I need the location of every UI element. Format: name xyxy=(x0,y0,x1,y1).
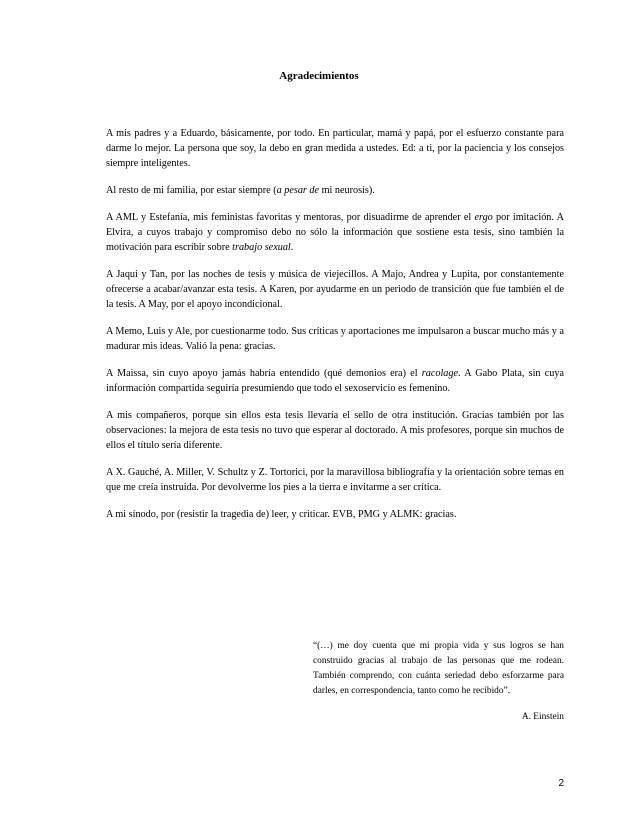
text-run: A AML y Estefanía, mis feministas favoritas y mentoras, por disuadirme de aprender el xyxy=(106,212,475,223)
italic-run: racolage xyxy=(421,368,458,379)
paragraph-mentors xyxy=(106,210,564,255)
acknowledgements-body xyxy=(106,126,564,534)
text-run: Al resto de mi familia, por estar siempre ( xyxy=(106,185,277,196)
epigraph-author: A. Einstein xyxy=(521,712,564,722)
paragraph-maissa xyxy=(106,366,564,396)
paragraph-parents: A mis padres y a Eduardo, básicamente, por todo. En particular, mamá y papá, por el esfuerzo constante para darme lo mejor. La persona que soy, la debo en gran medida a ustedes. Ed: a ti, por la paciencia y los consejos siempre inteligentes. xyxy=(106,128,564,169)
paragraph-critics: A Memo, Luis y Ale, por cuestionarme todo. Sus críticas y aportaciones me impulsaron a buscar mucho más y a madurar mis ideas. Valió la pena: gracias. xyxy=(106,326,564,352)
text-run: . A Gabo Plata, sin cuya información compartida seguiría presumiendo que todo el sexoservicio es femenino. xyxy=(106,368,564,394)
page-number: 2 xyxy=(558,778,564,789)
text-run: . xyxy=(290,242,294,253)
paragraph-committee: A mi sínodo, por (resistir la tragedia de) leer, y criticar. EVB, PMG y ALMK: gracias. xyxy=(106,509,457,520)
paragraph-family xyxy=(106,183,564,198)
text-run: A Maissa, sin cuyo apoyo jamás habría entendido (qué demonios era) el xyxy=(106,368,422,379)
paragraph-classmates: A mis compañeros, porque sin ellos esta tesis llevaría el sello de otra institución. Gracias también por las observaciones: la mejora de esta tesis no tuvo que esperar al doctorado. A mis profesores, porque sin muchos de ellos el título sería diferente. xyxy=(106,410,564,451)
paragraph-friends: A Jaqui y Tan, por las noches de tesis y música de viejecillos. A Majo, Andrea y Lupita, por constantemente ofrecerse a acabar/avanzar esta tesis. A Karen, por ayudarme en un periodo de transición que fue también el de la tesis. A May, por el apoyo incondicional. xyxy=(106,269,564,310)
text-run: mi neurosis). xyxy=(319,185,375,196)
italic-run: ergo xyxy=(474,212,493,223)
text-run: por imitación. A Elvira, a cuyos trabajo y compromiso debo no sólo la información que sostiene esta tesis, sino también la motivación para escribir sobre xyxy=(106,212,564,253)
italic-run: a pesar de xyxy=(276,185,320,196)
epigraph-quote: “(…) me doy cuenta que mi propia vida y sus logros se han construido gracias al trabajo de las personas que me rodean. También comprendo, con cuánta seriedad debo esforzarme para darles, en correspondencia, tanto como he recibido”. xyxy=(313,641,564,696)
paragraph-authors: A X. Gauché, A. Miller, V. Schultz y Z. Tortorici, por la maravillosa bibliografía y la orientación sobre temas en que me creía instruida. Por devolverme los pies a la tierra e invitarme a ser crítica. xyxy=(106,467,564,493)
page-title: Agradecimientos xyxy=(279,70,359,82)
italic-run: trabajo sexual xyxy=(232,242,291,253)
